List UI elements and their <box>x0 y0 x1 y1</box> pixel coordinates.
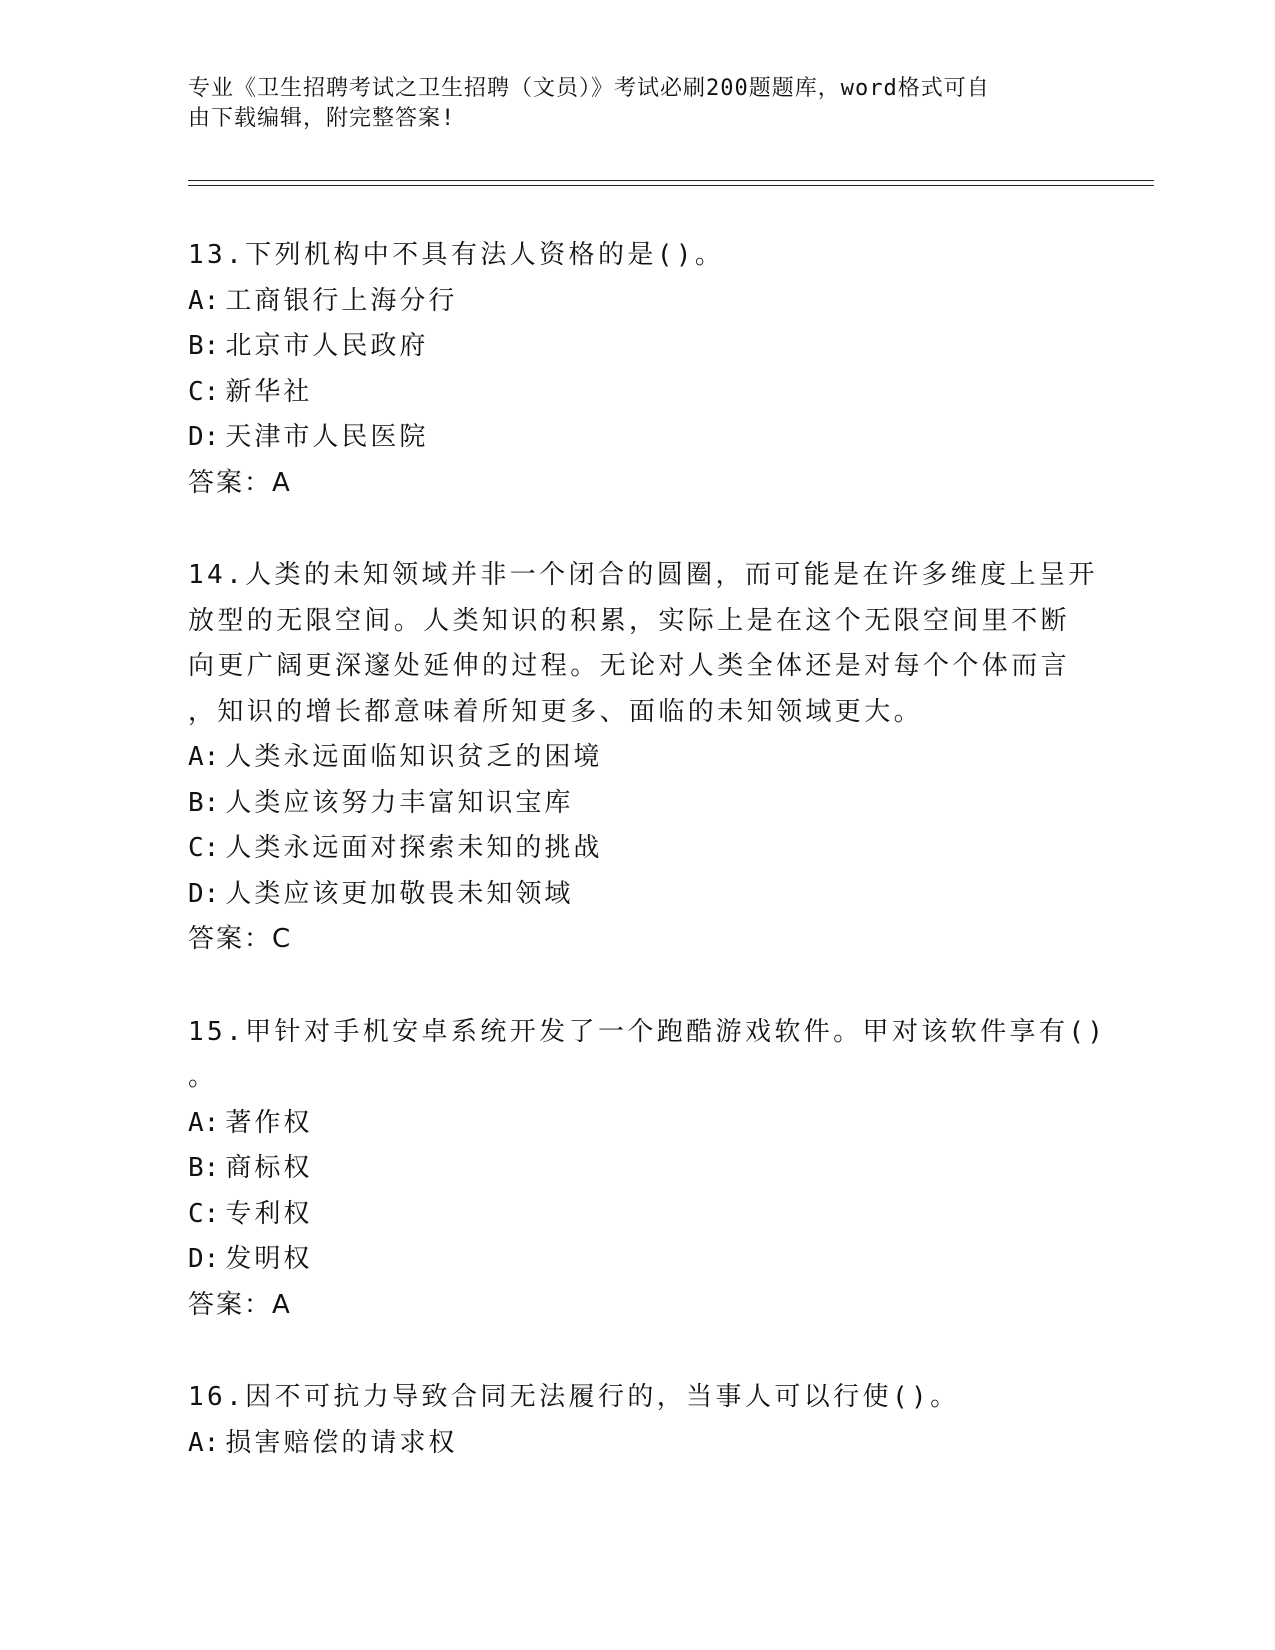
option-text: 人类永远面临知识贫乏的困境 <box>225 742 603 772</box>
stem-line: 13.下列机构中不具有法人资格的是()。 <box>188 240 725 270</box>
option-b <box>188 324 1088 370</box>
option-a <box>188 1421 1088 1467</box>
option-a <box>188 735 1088 781</box>
header-line-2: 由下载编辑，附完整答案! <box>188 106 456 131</box>
option-label: A: <box>188 742 220 772</box>
document-header <box>188 74 1068 134</box>
option-c <box>188 826 1088 872</box>
option-label: C: <box>188 833 220 863</box>
option-text: 人类应该努力丰富知识宝库 <box>225 787 574 818</box>
header-divider-bottom <box>188 185 1154 186</box>
option-d <box>188 872 1088 918</box>
option-text: 新华社 <box>225 376 313 407</box>
option-b <box>188 1146 1088 1192</box>
option-label: B: <box>188 787 220 818</box>
option-text: 天津市人民医院 <box>225 422 429 452</box>
option-text: 人类应该更加敬畏未知领域 <box>225 878 574 909</box>
stem-line: 。 <box>188 1062 218 1092</box>
option-label: D: <box>188 878 220 909</box>
question-stem <box>188 1375 1088 1421</box>
option-d <box>188 415 1088 461</box>
option-label: A: <box>188 1427 220 1458</box>
option-text: 损害赔偿的请求权 <box>225 1427 458 1458</box>
option-b <box>188 781 1088 827</box>
option-text: 著作权 <box>225 1107 313 1138</box>
option-label: D: <box>188 422 220 452</box>
option-c <box>188 1192 1088 1238</box>
option-label: A: <box>188 285 220 316</box>
option-label: D: <box>188 1244 220 1274</box>
question-14 <box>188 553 1098 963</box>
stem-line: 向更广阔更深邃处延伸的过程。无论对人类全体还是对每个个体而言 <box>188 651 1071 681</box>
question-stem <box>188 553 1098 735</box>
option-label: B: <box>188 1153 220 1183</box>
answer-line: 答案：A <box>188 1289 292 1320</box>
stem-line: 16.因不可抗力导致合同无法履行的，当事人可以行使()。 <box>188 1382 960 1412</box>
question-16 <box>188 1375 1088 1466</box>
stem-line: 14.人类的未知领域并非一个闭合的圆圈，而可能是在许多维度上呈开 <box>188 560 1098 590</box>
option-label: C: <box>188 376 220 407</box>
question-stem <box>188 1010 1107 1101</box>
question-stem <box>188 233 1088 279</box>
option-label: A: <box>188 1107 220 1138</box>
option-a <box>188 1101 1088 1147</box>
option-text: 发明权 <box>225 1244 313 1274</box>
option-text: 工商银行上海分行 <box>225 285 458 316</box>
option-c <box>188 370 1088 416</box>
option-label: C: <box>188 1198 220 1229</box>
option-label: B: <box>188 331 220 361</box>
answer-line: 答案：C <box>188 924 293 954</box>
option-text: 商标权 <box>225 1153 313 1183</box>
header-divider-top <box>188 180 1154 181</box>
question-15 <box>188 1010 1107 1329</box>
option-d <box>188 1237 1088 1283</box>
question-list <box>188 233 1107 1513</box>
option-text: 人类永远面对探索未知的挑战 <box>225 833 603 863</box>
question-13 <box>188 233 1088 506</box>
header-line-1: 专业《卫生招聘考试之卫生招聘（文员）》考试必刷200题题库，word格式可自 <box>188 76 990 101</box>
stem-line: ，知识的增长都意味着所知更多、面临的未知领域更大。 <box>188 696 924 727</box>
option-a <box>188 279 1088 325</box>
option-text: 北京市人民政府 <box>225 331 429 361</box>
stem-line: 15.甲针对手机安卓系统开发了一个跑酷游戏软件。甲对该软件享有() <box>188 1016 1107 1047</box>
answer-line: 答案：A <box>188 467 292 498</box>
option-text: 专利权 <box>225 1198 313 1229</box>
stem-line: 放型的无限空间。人类知识的积累，实际上是在这个无限空间里不断 <box>188 605 1071 636</box>
